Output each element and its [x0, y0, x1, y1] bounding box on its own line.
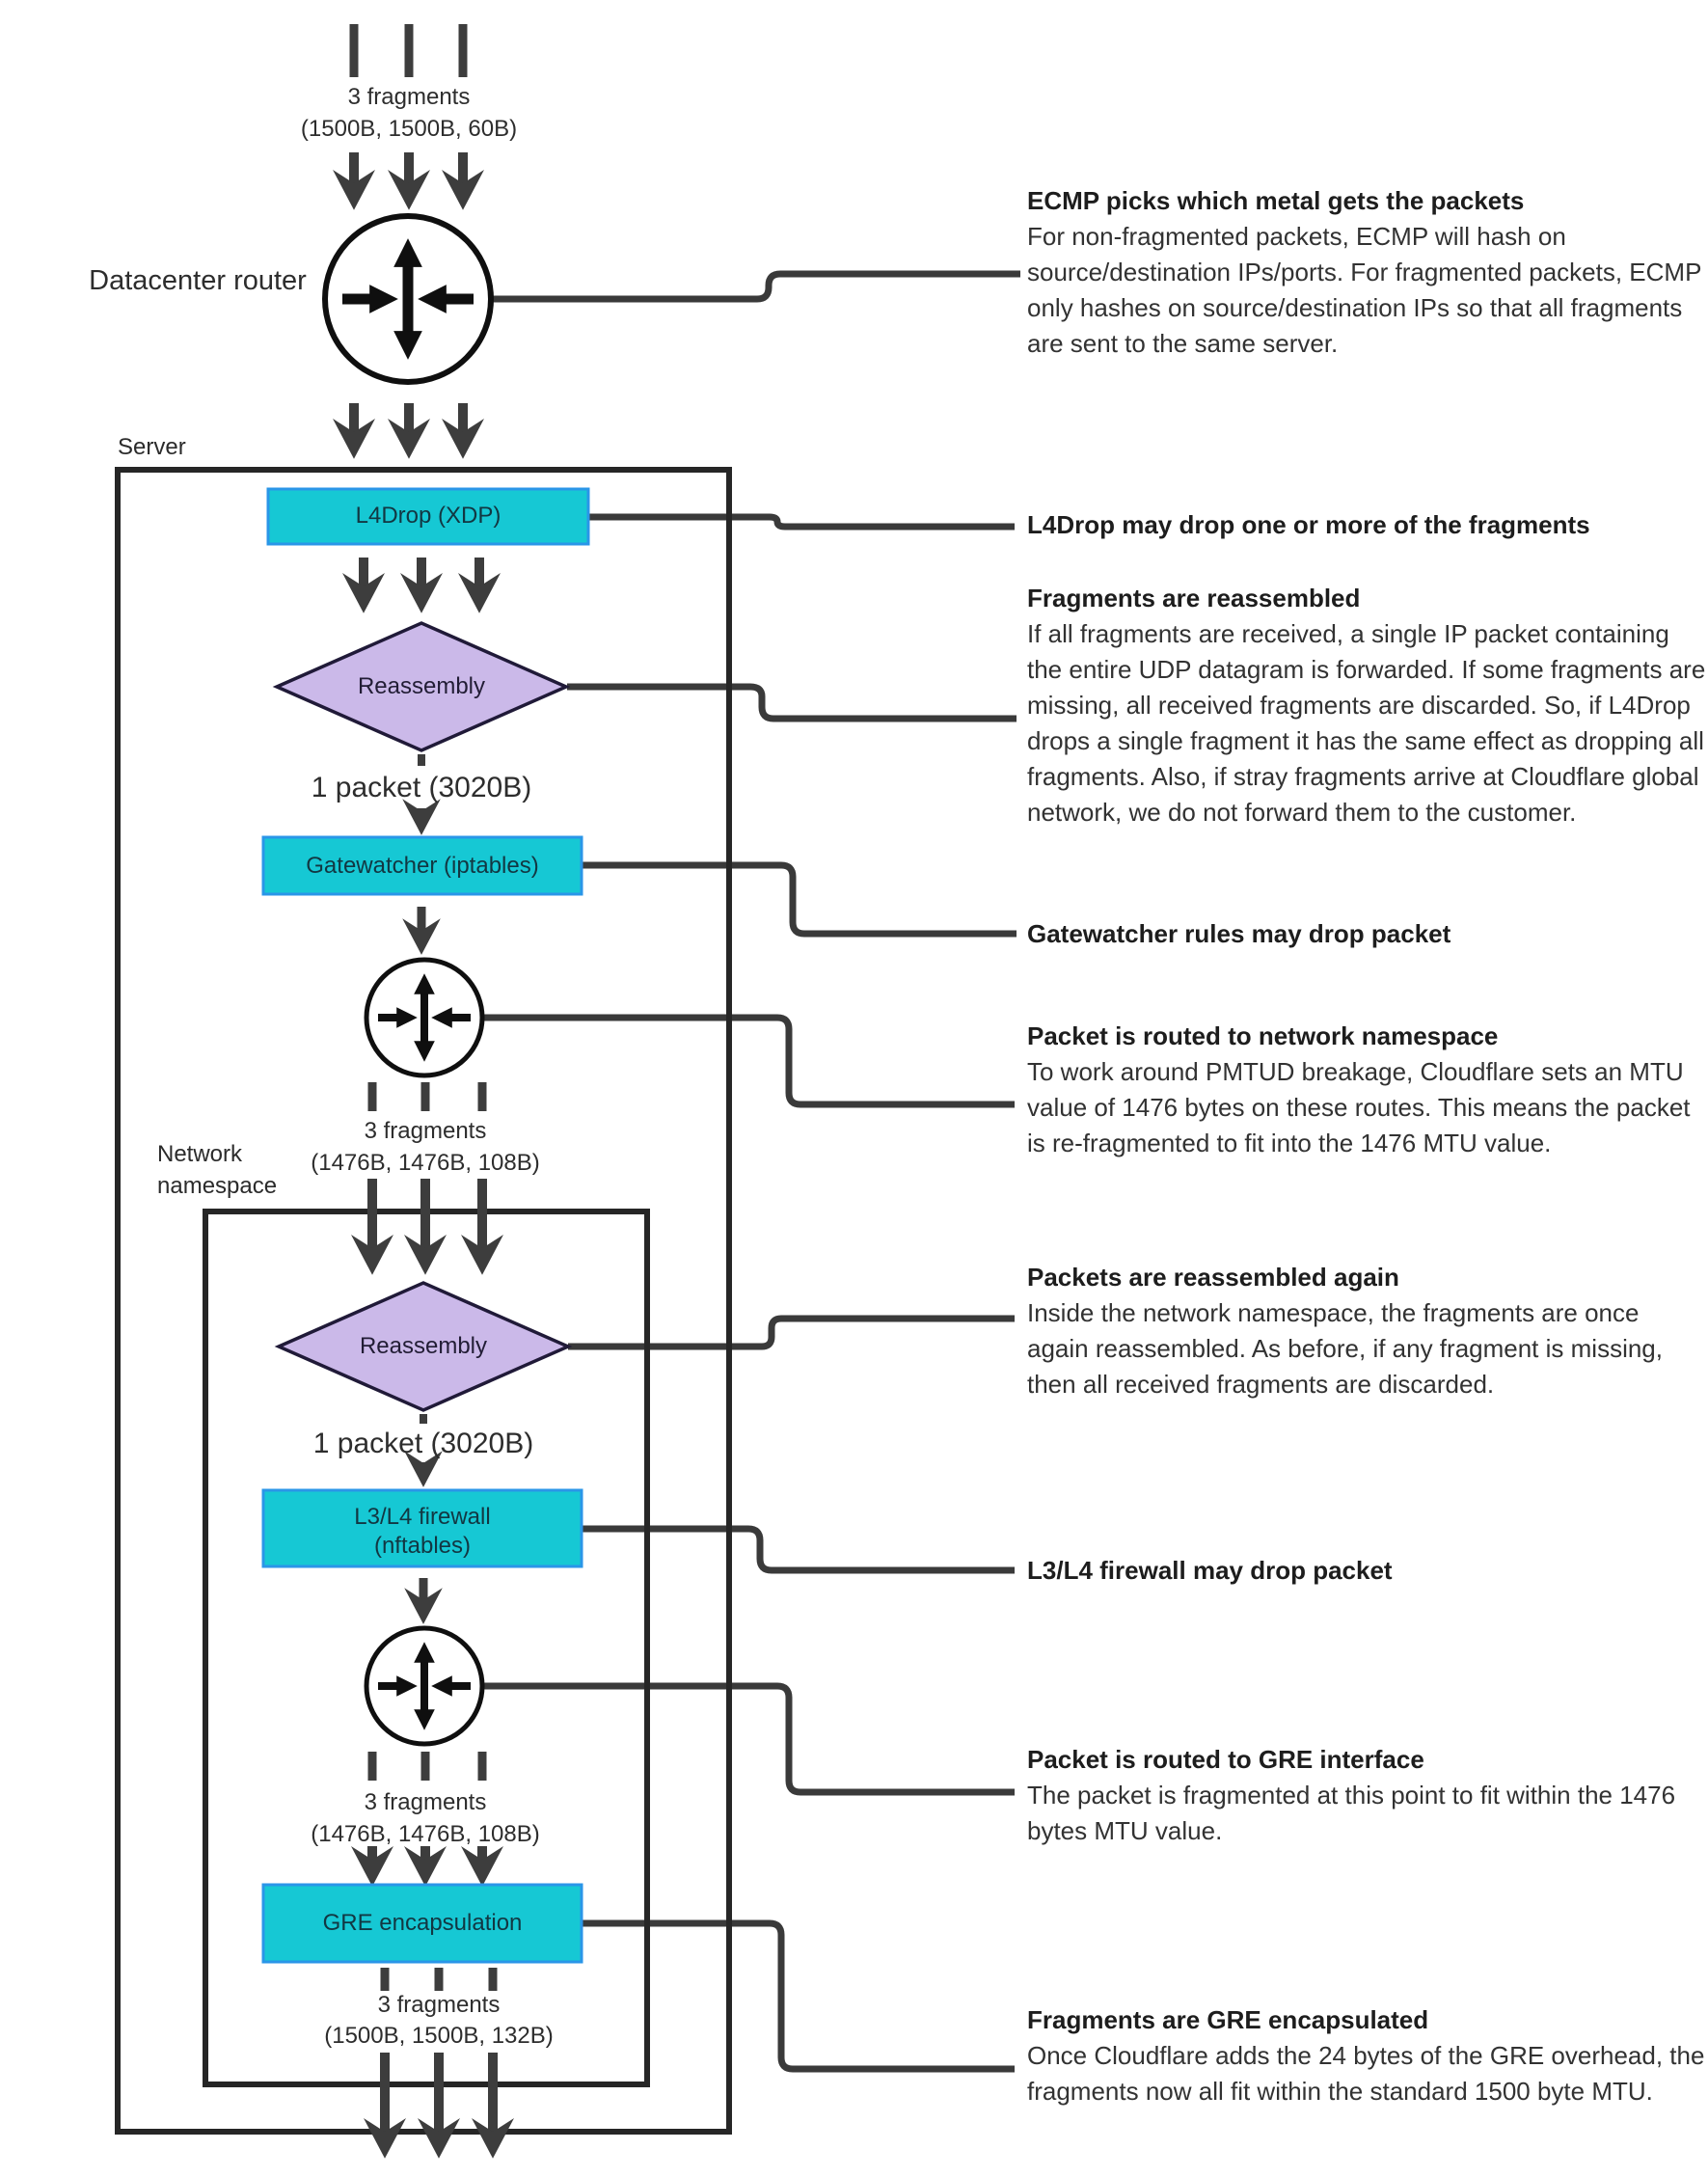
mid-fragments-sizes: (1476B, 1476B, 108B) [311, 1150, 540, 1176]
note-routed-gre-body: The packet is fragmented at this point to fit within the 1476 bytes MTU value. [1027, 1781, 1676, 1845]
arrows-into-namespace [372, 1179, 482, 1256]
network-namespace-label: Network namespace [157, 1141, 278, 1199]
mid-fragments-count: 3 fragments [364, 1118, 487, 1144]
pre-gre-fragments-count: 3 fragments [364, 1789, 487, 1815]
connector-reassembly2 [568, 1319, 1015, 1347]
pre-gre-fragments-sizes: (1476B, 1476B, 108B) [311, 1821, 540, 1847]
reassembly1-label: Reassembly [357, 673, 486, 699]
arrows-l4drop-to-reassembly [364, 558, 479, 594]
note-reassembled [1027, 581, 1707, 830]
note-firewall-title: L3/L4 firewall may drop packet [1027, 1556, 1393, 1585]
mid-fragment-ticks [372, 1082, 482, 1111]
note-reassembled-body: If all fragments are received, a single IP packet containing the entire UDP datagram is forwarded. If some fragments are missing, all received fragments are discarded. So, if L4Drop drops a single fragment it has the same effect as dropping all fragments. Also, if stray fragments arrive at Cloudflare global network, we do not forward them to the customer. [1027, 619, 1706, 827]
namespace-router-icon [366, 960, 482, 1075]
note-routed-namespace [1027, 1019, 1707, 1161]
note-gre-encapsulated [1027, 2002, 1707, 2109]
firewall-label-line1: L3/L4 firewall [354, 1504, 491, 1530]
top-fragment-ticks [354, 24, 463, 77]
pre-gre-fragment-ticks [372, 1752, 482, 1781]
top-fragments-sizes: (1500B, 1500B, 60B) [300, 116, 518, 142]
server-label: Server [118, 434, 186, 460]
out-fragment-ticks [385, 1968, 493, 1991]
reassembly2-label: Reassembly [359, 1333, 488, 1359]
connector-l4drop [589, 517, 1015, 527]
note-gre-encapsulated-title: Fragments are GRE encapsulated [1027, 2005, 1429, 2034]
note-l4drop-title: L4Drop may drop one or more of the fragments [1027, 510, 1590, 539]
gatewatcher-label: Gatewatcher (iptables) [306, 853, 539, 879]
firewall-label-line2: (nftables) [373, 1533, 472, 1559]
note-routed-gre [1027, 1742, 1707, 1849]
datacenter-router-label: Datacenter router [89, 265, 307, 296]
note-ecmp [1027, 183, 1707, 362]
arrows-into-router [354, 152, 463, 191]
out-fragments-sizes: (1500B, 1500B, 132B) [324, 2023, 554, 2049]
packet2-label: 1 packet (3020B) [312, 1428, 534, 1459]
note-routed-gre-title: Packet is routed to GRE interface [1027, 1745, 1424, 1774]
out-fragments-count: 3 fragments [377, 1992, 501, 2018]
arrows-out-of-server [385, 2053, 493, 2139]
datacenter-router-icon [325, 216, 491, 382]
top-fragments-count: 3 fragments [347, 84, 471, 110]
note-reassembled-title: Fragments are reassembled [1027, 584, 1361, 612]
connector-gatewatcher [583, 865, 1017, 934]
note-reassembled-again [1027, 1260, 1707, 1402]
note-gre-encapsulated-body: Once Cloudflare adds the 24 bytes of the GRE overhead, the fragments now all fit within the standard 1500 byte MTU. [1027, 2041, 1705, 2106]
note-ecmp-title: ECMP picks which metal gets the packets [1027, 186, 1525, 215]
gre-router-icon [366, 1628, 482, 1744]
note-gatewatcher-title: Gatewatcher rules may drop packet [1027, 919, 1451, 948]
packet1-label: 1 packet (3020B) [311, 772, 532, 803]
note-firewall [1027, 1553, 1707, 1589]
connector-reassembly1 [567, 687, 1017, 719]
note-reassembled-again-body: Inside the network namespace, the fragments are once again reassembled. As before, if any fragment is missing, then all received fragments are discarded. [1027, 1298, 1663, 1399]
connector-ecmp [493, 274, 1020, 299]
connector-route-ns [482, 1018, 1015, 1104]
note-gatewatcher [1027, 916, 1707, 952]
note-routed-namespace-title: Packet is routed to network namespace [1027, 1021, 1499, 1050]
note-ecmp-body: For non-fragmented packets, ECMP will hash on source/destination IPs/ports. For fragmented packets, ECMP only hashes on source/destination IPs so that all fragments are sent to the same server. [1027, 222, 1701, 358]
note-l4drop [1027, 507, 1707, 543]
gre-label: GRE encapsulation [322, 1910, 523, 1936]
connector-route-gre [481, 1686, 1015, 1792]
l4drop-label: L4Drop (XDP) [355, 503, 502, 529]
note-reassembled-again-title: Packets are reassembled again [1027, 1263, 1399, 1292]
note-routed-namespace-body: To work around PMTUD breakage, Cloudflare sets an MTU value of 1476 bytes on these routes. This means the packet is re-fragmented to fit into the 1476 MTU value. [1027, 1057, 1691, 1157]
arrows-into-server [354, 403, 463, 440]
